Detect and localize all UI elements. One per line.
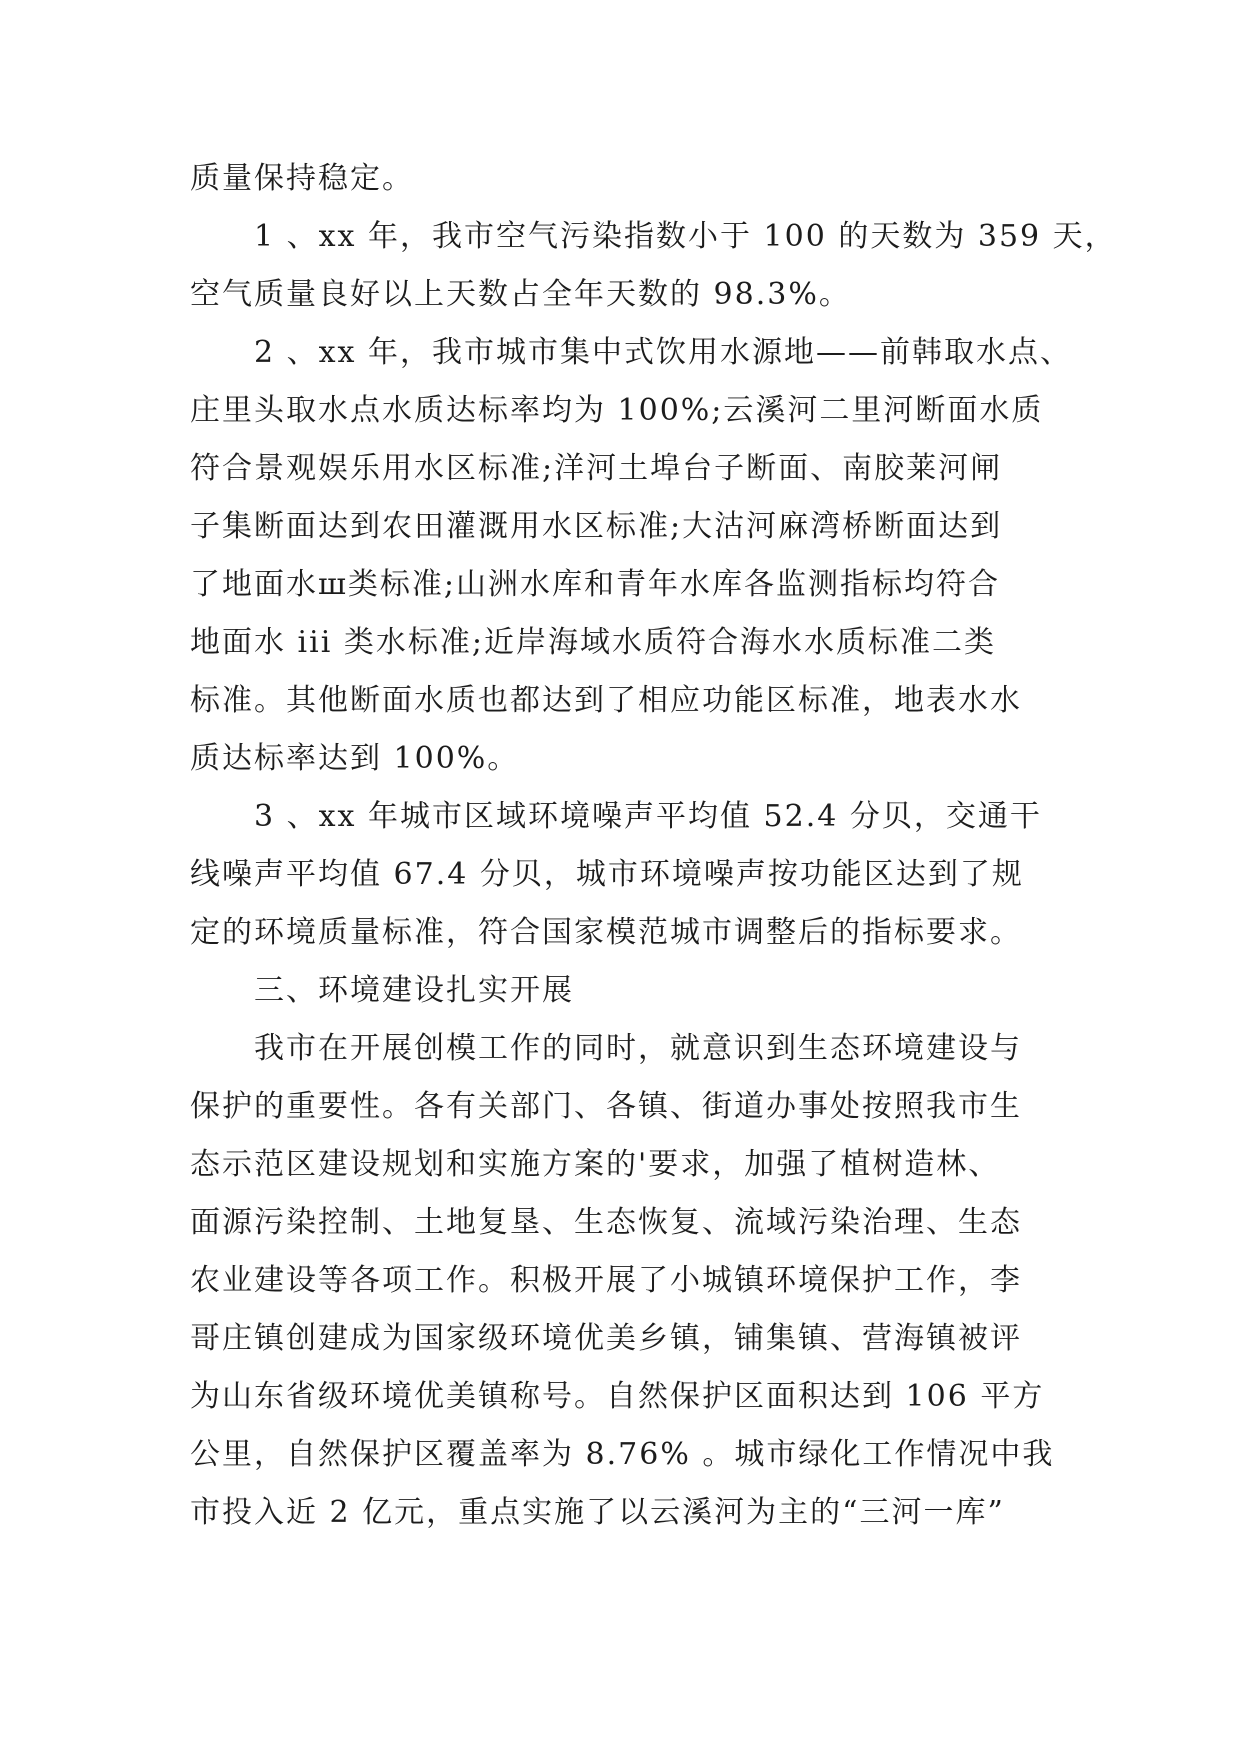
text-line: 保护的重要性。各有关部门、各镇、街道办事处按照我市生	[190, 1089, 1022, 1124]
text-line: 空气质量良好以上天数占全年天数的 98.3%。	[190, 277, 851, 312]
text-line: 1 、xx 年，我市空气污染指数小于 100 的天数为 359 天，	[254, 219, 1117, 254]
text-line: 标准。其他断面水质也都达到了相应功能区标准，地表水水	[190, 683, 1022, 718]
text-line: 面源污染控制、土地复垦、生态恢复、流域污染治理、生态	[190, 1205, 1022, 1240]
text-line: 3 、xx 年城市区域环境噪声平均值 52.4 分贝，交通干	[254, 799, 1042, 834]
text-line: 市投入近 2 亿元，重点实施了以云溪河为主的“三河一库”	[190, 1495, 1005, 1530]
text-line: 哥庄镇创建成为国家级环境优美乡镇，铺集镇、营海镇被评	[190, 1321, 1022, 1356]
text-line: 2 、xx 年，我市城市集中式饮用水源地——前韩取水点、	[254, 335, 1072, 370]
section-heading: 三、环境建设扎实开展	[254, 973, 574, 1008]
text-line: 农业建设等各项工作。积极开展了小城镇环境保护工作，李	[190, 1263, 1022, 1298]
text-line: 定的环境质量标准，符合国家模范城市调整后的指标要求。	[190, 915, 1022, 950]
text-line: 为山东省级环境优美镇称号。自然保护区面积达到 106 平方	[190, 1379, 1045, 1414]
text-line: 质量保持稳定。	[190, 161, 414, 196]
text-line: 线噪声平均值 67.4 分贝，城市环境噪声按功能区达到了规	[190, 857, 1024, 892]
document-body	[190, 150, 1117, 1542]
text-line: 了地面水ш类标准;山洲水库和青年水库各监测指标均符合	[190, 567, 1000, 602]
text-line: 符合景观娱乐用水区标准;洋河土埠台子断面、南胶莱河闸	[190, 451, 1003, 486]
text-line: 子集断面达到农田灌溉用水区标准;大沽河麻湾桥断面达到	[190, 509, 1003, 544]
text-line: 我市在开展创模工作的同时，就意识到生态环境建设与	[254, 1031, 1022, 1066]
text-line: 态示范区建设规划和实施方案的'要求，加强了植树造林、	[190, 1147, 1001, 1182]
text-line: 庄里头取水点水质达标率均为 100%;云溪河二里河断面水质	[190, 393, 1044, 428]
text-line: 公里，自然保护区覆盖率为 8.76% 。城市绿化工作情况中我	[190, 1437, 1055, 1472]
text-line: 质达标率达到 100%。	[190, 741, 520, 776]
text-line: 地面水 iii 类水标准;近岸海域水质符合海水水质标准二类	[190, 625, 996, 660]
